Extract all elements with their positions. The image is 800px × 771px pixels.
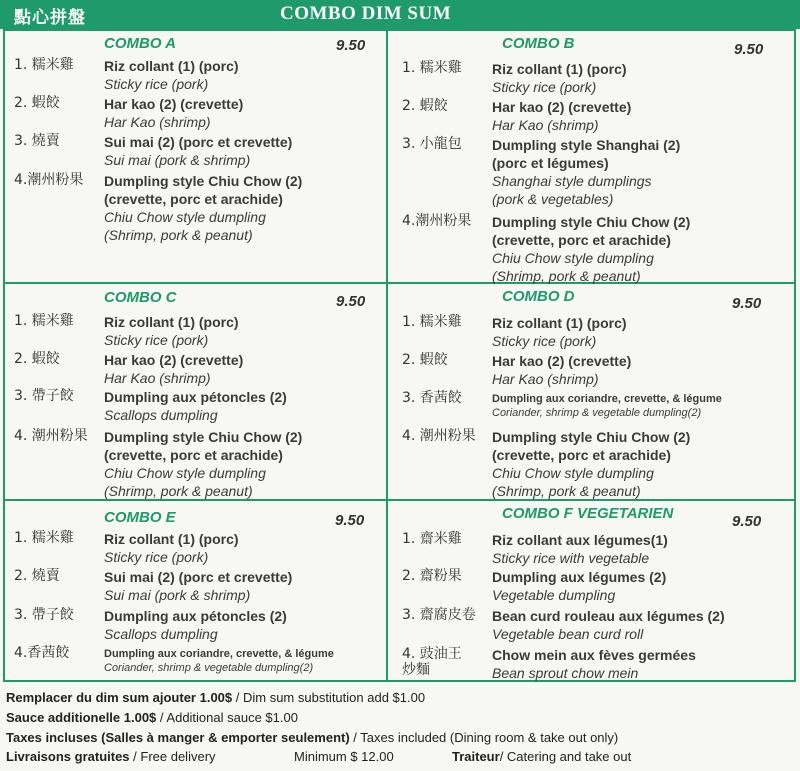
item-english-name: Chiu Chow style dumpling — [104, 209, 266, 225]
item-french-name: Bean curd rouleau aux légumes (2) — [492, 608, 725, 624]
item-number-chinese: 4.香茜餃 — [14, 645, 70, 661]
item-english-name: Sticky rice (pork) — [104, 76, 209, 92]
grid-divider-row1 — [3, 282, 796, 284]
item-french-name: Dumpling style Shanghai (2) — [492, 137, 681, 153]
item-number-chinese: 3. 香茜餃 — [402, 390, 462, 406]
footer-substitution — [6, 690, 425, 705]
item-french-name: Har kao (2) (crevette) — [104, 96, 244, 112]
item-english-name: Sticky rice (pork) — [492, 79, 597, 95]
item-number-chinese: 3. 小龍包 — [402, 136, 462, 152]
item-number-chinese: 3. 帶子餃 — [14, 388, 74, 404]
footer-minimum: Minimum $ 12.00 — [294, 749, 394, 764]
combo-price: 9.50 — [336, 37, 366, 54]
footer-delivery-fr: Livraisons gratuites — [6, 749, 130, 764]
item-french-name: (crevette, porc et arachide) — [492, 447, 671, 463]
item-english-name: Sui mai (pork & shrimp) — [104, 587, 251, 603]
item-number-chinese: 4. 豉油王 炒麵 — [402, 646, 462, 678]
item-number-chinese: 1. 齋米雞 — [402, 531, 462, 547]
item-number-chinese: 3. 燒賣 — [14, 133, 60, 149]
combo-price: 9.50 — [734, 41, 764, 58]
item-english-name: (pork & vegetables) — [492, 191, 614, 207]
item-english-name: Coriander, shrimp & vegetable dumpling(2) — [492, 407, 702, 419]
item-french-name: Sui mai (2) (porc et crevette) — [104, 134, 293, 150]
combo-title: COMBO D — [502, 288, 575, 305]
item-number-chinese: 4. 潮州粉果 — [14, 428, 88, 444]
item-french-name: Har kao (2) (crevette) — [492, 99, 632, 115]
item-english-name: Sui mai (pork & shrimp) — [104, 152, 251, 168]
footer-sauce — [6, 710, 298, 725]
footer-catering — [452, 749, 631, 764]
item-french-name: Dumpling aux coriandre, crevette, & légume — [492, 393, 722, 405]
footer-sauce-fr: Sauce additionelle 1.00$ — [6, 710, 157, 725]
combo-title: COMBO B — [502, 35, 575, 52]
item-french-name: (porc et légumes) — [492, 155, 609, 171]
item-english-name: Sticky rice (pork) — [104, 549, 209, 565]
item-french-name: Riz collant (1) (porc) — [104, 314, 239, 330]
item-english-name: (Shrimp, pork & peanut) — [104, 483, 253, 499]
item-english-name: Chiu Chow style dumpling — [104, 465, 266, 481]
item-number-chinese: 4.潮州粉果 — [14, 172, 84, 188]
item-number-chinese: 1. 糯米雞 — [402, 60, 462, 76]
item-french-name: Dumpling aux pétoncles (2) — [104, 608, 287, 624]
footer-taxes-fr: Taxes incluses (Salles à manger & emporter seulement) — [6, 730, 350, 745]
item-french-name: Dumpling aux légumes (2) — [492, 569, 667, 585]
combo-title: COMBO A — [104, 35, 176, 52]
item-english-name: (Shrimp, pork & peanut) — [104, 227, 253, 243]
item-number-chinese: 2. 蝦餃 — [402, 352, 448, 368]
item-english-name: Sticky rice (pork) — [104, 332, 209, 348]
grid-divider-vertical — [386, 29, 388, 682]
item-english-name: Har Kao (shrimp) — [104, 114, 211, 130]
item-english-name: Har Kao (shrimp) — [492, 371, 599, 387]
item-english-name: Scallops dumpling — [104, 626, 218, 642]
item-number-chinese: 4.潮州粉果 — [402, 213, 472, 229]
item-number-chinese: 2. 蝦餃 — [14, 351, 60, 367]
item-english-name: Vegetable dumpling — [492, 587, 616, 603]
item-french-name: Dumpling style Chiu Chow (2) — [492, 429, 691, 445]
page-title: COMBO DIM SUM — [280, 3, 452, 24]
item-english-name: Coriander, shrimp & vegetable dumpling(2) — [104, 662, 314, 674]
footer-catering-en: / Catering and take out — [499, 749, 632, 764]
item-french-name: (crevette, porc et arachide) — [104, 447, 283, 463]
item-english-name: Chiu Chow style dumpling — [492, 465, 654, 481]
item-english-name: Bean sprout chow mein — [492, 665, 639, 681]
combo-price: 9.50 — [336, 293, 366, 310]
item-english-name: Vegetable bean curd roll — [492, 626, 644, 642]
item-french-name: Riz collant (1) (porc) — [492, 61, 627, 77]
item-number-chinese: 1. 糯米雞 — [14, 313, 74, 329]
item-number-chinese: 2. 齋粉果 — [402, 568, 462, 584]
item-french-name: (crevette, porc et arachide) — [104, 191, 283, 207]
item-english-name: Sticky rice with vegetable — [492, 550, 650, 566]
item-french-name: Chow mein aux fèves germées — [492, 647, 696, 663]
combo-price: 9.50 — [732, 513, 762, 530]
footer-delivery-en: / Free delivery — [129, 749, 216, 764]
item-english-name: Chiu Chow style dumpling — [492, 250, 654, 266]
item-number-chinese: 2. 燒賣 — [14, 568, 60, 584]
footer-substitution-fr: Remplacer du dim sum ajouter 1.00$ — [6, 690, 233, 705]
item-french-name: Dumpling style Chiu Chow (2) — [104, 429, 303, 445]
combo-title: COMBO C — [104, 289, 177, 306]
item-number-chinese: 3. 齋腐皮卷 — [402, 607, 476, 623]
item-number-chinese: 2. 蝦餃 — [402, 98, 448, 114]
footer-sauce-en: / Additional sauce $1.00 — [156, 710, 298, 725]
combo-title: COMBO F VEGETARIEN — [502, 505, 674, 522]
footer-substitution-en: / Dim sum substitution add $1.00 — [232, 690, 426, 705]
item-number-chinese: 2. 蝦餃 — [14, 95, 60, 111]
footer-delivery — [6, 749, 216, 764]
combo-price: 9.50 — [732, 295, 762, 312]
item-english-name: Shanghai style dumplings — [492, 173, 652, 189]
item-french-name: Riz collant aux légumes(1) — [492, 532, 668, 548]
item-french-name: Riz collant (1) (porc) — [492, 315, 627, 331]
footer-taxes — [6, 730, 618, 745]
combo-title: COMBO E — [104, 509, 176, 526]
item-english-name: Sticky rice (pork) — [492, 333, 597, 349]
item-number-chinese: 1. 糯米雞 — [14, 530, 74, 546]
item-french-name: Dumpling aux pétoncles (2) — [104, 389, 287, 405]
item-english-name: Scallops dumpling — [104, 407, 218, 423]
item-english-name: (Shrimp, pork & peanut) — [492, 268, 641, 284]
page-header — [0, 0, 800, 29]
footer-catering-fr: Traiteur — [452, 749, 500, 764]
item-french-name: Har kao (2) (crevette) — [104, 352, 244, 368]
item-french-name: (crevette, porc et arachide) — [492, 232, 671, 248]
item-french-name: Dumpling style Chiu Chow (2) — [104, 173, 303, 189]
item-french-name: Riz collant (1) (porc) — [104, 531, 239, 547]
combo-price: 9.50 — [335, 512, 365, 529]
item-french-name: Dumpling style Chiu Chow (2) — [492, 214, 691, 230]
item-french-name: Riz collant (1) (porc) — [104, 58, 239, 74]
item-number-chinese: 3. 帶子餃 — [14, 607, 74, 623]
item-number-chinese: 4. 潮州粉果 — [402, 428, 476, 444]
item-french-name: Sui mai (2) (porc et crevette) — [104, 569, 293, 585]
item-french-name: Dumpling aux coriandre, crevette, & légume — [104, 648, 334, 660]
item-number-chinese: 1. 糯米雞 — [402, 314, 462, 330]
item-english-name: Har Kao (shrimp) — [492, 117, 599, 133]
footer-taxes-en: / Taxes included (Dining room & take out only) — [349, 730, 619, 745]
item-french-name: Har kao (2) (crevette) — [492, 353, 632, 369]
item-english-name: Har Kao (shrimp) — [104, 370, 211, 386]
header-chinese-title: 點心拼盤 — [14, 8, 86, 28]
item-number-chinese: 1. 糯米雞 — [14, 57, 74, 73]
item-english-name: (Shrimp, pork & peanut) — [492, 483, 641, 499]
